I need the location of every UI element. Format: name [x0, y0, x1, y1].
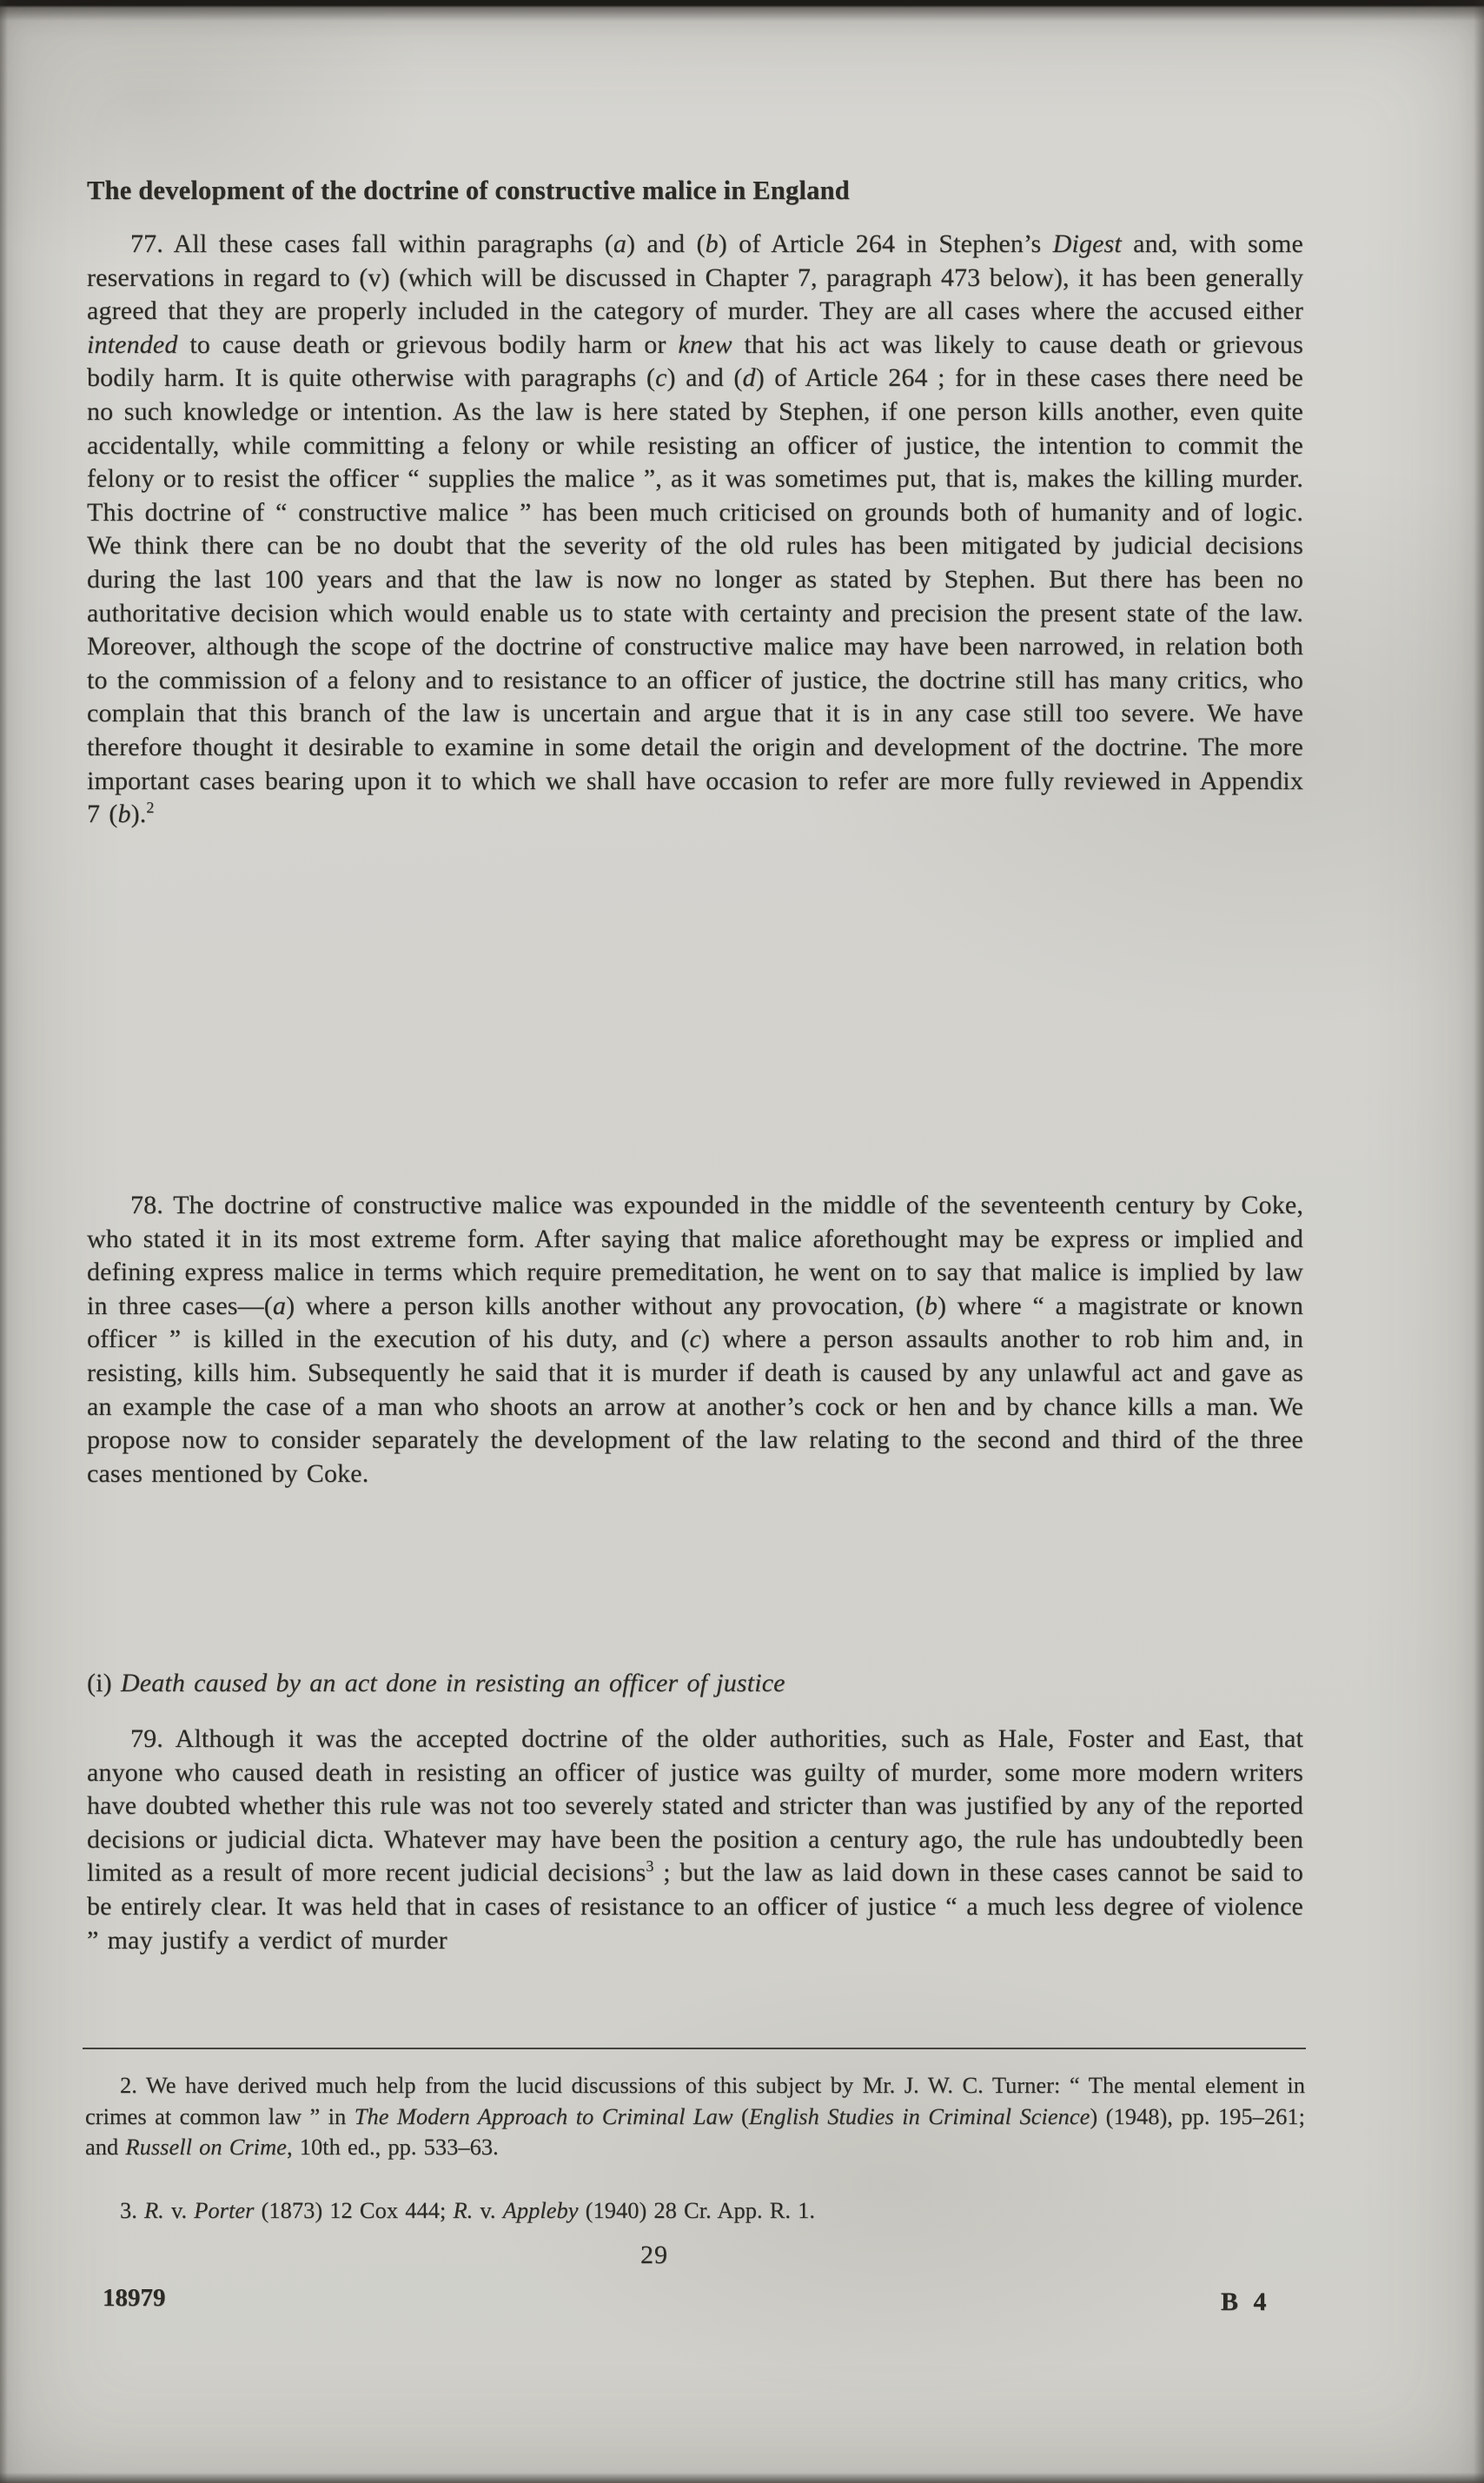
footnote-2: 2. We have derived much help from the lucid discussions of this subject by Mr. J. W. C. Turner: “ The mental element in crimes at common law ” in The Modern Approach to Criminal Law (English Studies in Criminal Science) (1948), pp. 195–261; and Russell on Crime, 10th ed., pp. 533–63.: [85, 2072, 1305, 2160]
footnote-divider: [83, 2048, 1306, 2049]
footnote-3: 3. R. v. Porter (1873) 12 Cox 444; R. v. Appleby (1940) 28 Cr. App. R. 1.: [120, 2197, 816, 2223]
subsection-heading: (i) Death caused by an act done in resisting an officer of justice: [87, 1669, 785, 1697]
scan-edge-bottom: [0, 2473, 1484, 2483]
print-order-number: 18979: [103, 2284, 166, 2312]
paragraph-78: 78. The doctrine of constructive malice was expounded in the middle of the seventeenth century by Coke, who stated it in its most extreme form. After saying that malice aforethought may be express or implied and defining express malice in terms which require premeditation, he went on to say that malice is implied by law in three cases—(a) where a person kills another without any provocation, (b) where “ a magistrate or known officer ” is killed in the execution of his duty, and (c) where a person assaults another to rob him and, in resisting, kills him. Subsequently he said that it is murder if death is caused by any unlawful act and gave as an example the case of a man who shoots an arrow at another’s cock or hen and by chance kills a man. We propose now to consider separately the development of the law relating to the second and third of the three cases mentioned by Coke.: [87, 1191, 1303, 1488]
scan-edge-top: [0, 0, 1484, 21]
scan-edge-right: [1474, 0, 1484, 2483]
paragraph-77: 77. All these cases fall within paragraphs (a) and (b) of Article 264 in Stephen’s Digest and, with some reservations in regard to (v) (which will be discussed in Chapter 7, paragraph 473 below), it has been generally agreed that they are properly included in the category of murder. They are all cases where the accused either intended to cause death or grievous bodily harm or knew that his act was likely to cause death or grievous bodily harm. It is quite otherwise with paragraphs (c) and (d) of Article 264 ; for in these cases there need be no such knowledge or intention. As the law is here stated by Stephen, if one person kills another, even quite accidentally, while committing a felony or while resisting an officer of justice, the intention to commit the felony or to resist the officer “ supplies the malice ”, as it was sometimes put, that is, makes the killing murder. This doctrine of “ constructive malice ” has been much criticised on grounds both of humanity and of logic. We think there can be no doubt that the severity of the old rules has been mitigated by judicial decisions during the last 100 years and that the law is now no longer as stated by Stephen. But there has been no authoritative decision which would enable us to state with certainty and precision the present state of the law. Moreover, although the scope of the doctrine of constructive malice may have been narrowed, in relation both to the commission of a felony and to resistance to an officer of justice, the doctrine still has many critics, who complain that this branch of the law is uncertain and argue that it is in any case still too severe. We have therefore thought it desirable to examine in some detail the origin and development of the doctrine. The more important cases bearing upon it to which we shall have occasion to refer are more fully reviewed in Appendix 7 (b).$^2$: [87, 229, 1303, 829]
section-heading: The development of the doctrine of constructive malice in England: [87, 176, 850, 205]
paragraph-79: 79. Although it was the accepted doctrine of the older authorities, such as Hale, Foster and East, that anyone who caused death in resisting an officer of justice was guilty of murder, some more modern writers have doubted whether this rule was not too severely stated and stricter than was justified by any of the reported decisions or judicial dicta. Whatever may have been the position a century ago, the rule has undoubtedly been limited as a result of more recent judicial decisions$^3$ ; but the law as laid down in these cases cannot be said to be entirely clear. It was held that in cases of resistance to an officer of justice “ a much less degree of violence ” may justify a verdict of murder: [87, 1724, 1304, 1955]
printer-signature-mark: B 4: [1221, 2287, 1271, 2316]
page-number: 29: [640, 2241, 668, 2269]
scan-edge-left: [0, 0, 8, 2483]
